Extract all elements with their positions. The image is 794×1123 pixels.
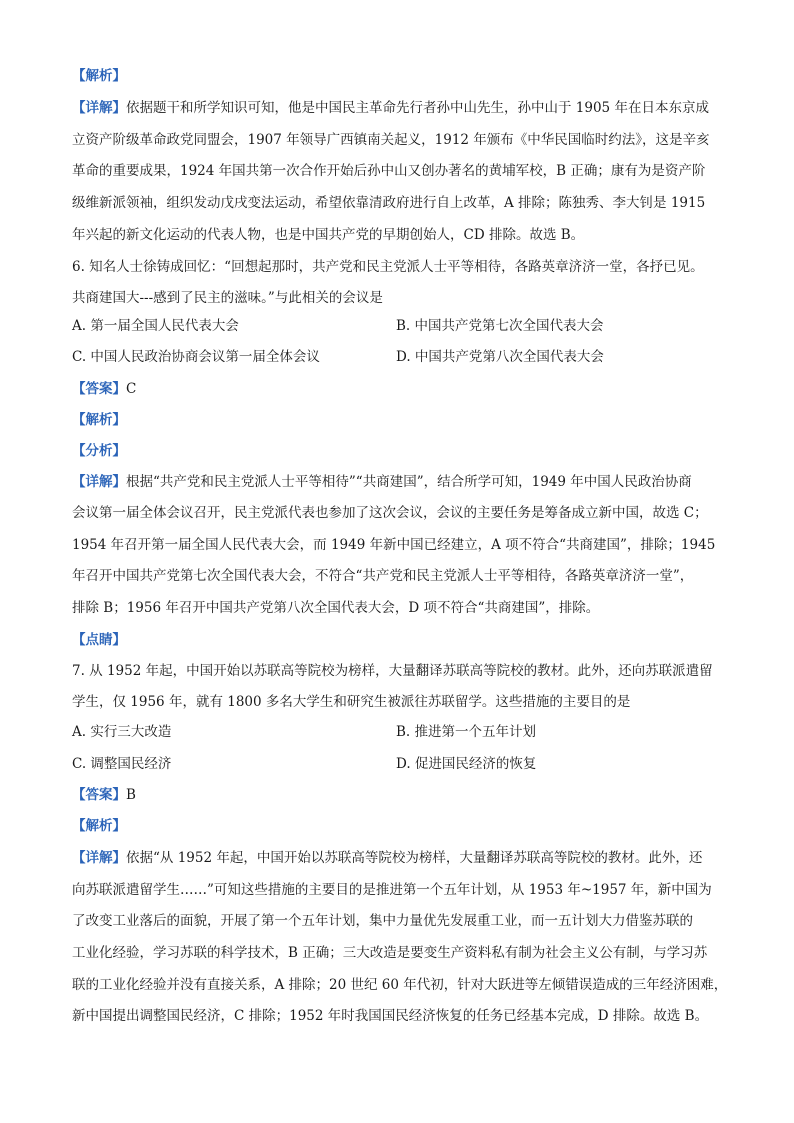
option-b: B. 推进第一个五年计划 xyxy=(396,724,537,740)
answer-value: C xyxy=(126,381,137,397)
detail-line: 1954 年召开第一届全国人民代表大会，而 1949 年新中国已经建立，A 项不符合“共商建国”，排除；1945 xyxy=(72,537,716,553)
detail-line: 了改变工业落后的面貌，开展了第一个五年计划，集中力量优先发展重工业，而一五计划大力借鉴苏联的 xyxy=(72,913,693,929)
option-d: D. 中国共产党第八次全国代表大会 xyxy=(396,349,604,365)
detail-line: 【详解】依据题干和所学知识可知，他是中国民主革命先行者孙中山先生，孙中山于 1905 年在日本东京成 xyxy=(72,100,709,116)
detail-line: 向苏联派遣留学生……”可知这些措施的主要目的是推进第一个五年计划，从 1953 年~1957 年，新中国为 xyxy=(72,882,712,898)
question-stem: 7. 从 1952 年起，中国开始以苏联高等院校为榜样，大量翻译苏联高等院校的教材。此外，还向苏联派遣留 xyxy=(72,663,713,679)
jiexi-heading: 【解析】 xyxy=(72,68,126,84)
option-a: A. 实行三大改造 xyxy=(72,724,172,740)
jiexi-heading: 【解析】 xyxy=(72,818,126,834)
detail-line: 会议第一届全体会议召开，民主党派代表也参加了这次会议，会议的主要任务是筹备成立新中国，故选 C； xyxy=(72,505,708,521)
dianjing-heading: 【点睛】 xyxy=(72,632,126,648)
detail-line: 【详解】依据“从 1952 年起，中国开始以苏联高等院校为榜样，大量翻译苏联高等院校的教材。此外，还 xyxy=(72,850,703,866)
question-stem: 6. 知名人士徐铸成回忆：“回想起那时，共产党和民主党派人士平等相待，各路英章济济一堂，各抒已见。 xyxy=(72,259,704,275)
detail-line: 【详解】根据“共产党和民主党派人士平等相待”“共商建国”，结合所学可知，1949 年中国人民政治协商 xyxy=(72,474,692,490)
question-stem: 共商建国大---感到了民主的滋味。”与此相关的会议是 xyxy=(72,290,383,306)
answer-line: 【答案】C xyxy=(72,381,137,397)
detail-line: 联的工业化经验并没有直接关系，A 排除；20 世纪 60 年代初，针对大跃进等左倾错误造成的三年经济困难， xyxy=(72,977,728,993)
jiexi-heading: 【解析】 xyxy=(72,412,126,428)
option-d: D. 促进国民经济的恢复 xyxy=(396,756,537,772)
detail-line: 立资产阶级革命政党同盟会，1907 年领导广西镇南关起义，1912 年颁布《中华民国临时约法》，这是辛亥 xyxy=(72,132,710,148)
detail-line: 革命的重要成果，1924 年国共第一次合作开始后孙中山又创办著名的黄埔军校，B 正确；康有为是资产阶 xyxy=(72,163,706,179)
detail-line: 年召开中国共产党第七次全国代表大会，不符合“共产党和民主党派人士平等相待，各路英章济济一堂”， xyxy=(72,568,694,584)
fenxi-heading: 【分析】 xyxy=(72,443,126,459)
answer-line: 【答案】B xyxy=(72,787,136,803)
detail-line: 新中国提出调整国民经济，C 排除；1952 年时我国国民经济恢复的任务已经基本完成，D 排除。故选 B。 xyxy=(72,1008,709,1024)
question-stem: 学生，仅 1956 年，就有 1800 多名大学生和研究生被派往苏联留学。这些措施的主要目的是 xyxy=(72,694,631,710)
option-c: C. 调整国民经济 xyxy=(72,756,172,772)
detail-line: 级维新派领袖，组织发动戊戌变法运动，希望依靠清政府进行自上改革，A 排除；陈独秀、李大钊是 1915 xyxy=(72,195,706,211)
detail-line: 工业化经验，学习苏联的科学技术，B 正确；三大改造是要变生产资料私有制为社会主义公有制，与学习苏 xyxy=(72,945,708,961)
option-b: B. 中国共产党第七次全国代表大会 xyxy=(396,318,604,334)
option-c: C. 中国人民政治协商会议第一届全体会议 xyxy=(72,349,320,365)
detail-line: 排除 B；1956 年召开中国共产党第八次全国代表大会，D 项不符合“共商建国”，排除。 xyxy=(72,600,600,616)
answer-value: B xyxy=(126,787,136,803)
detail-line: 年兴起的新文化运动的代表人物，也是中国共产党的早期创始人，CD 排除。故选 B。 xyxy=(72,227,585,243)
option-a: A. 第一届全国人民代表大会 xyxy=(72,318,239,334)
